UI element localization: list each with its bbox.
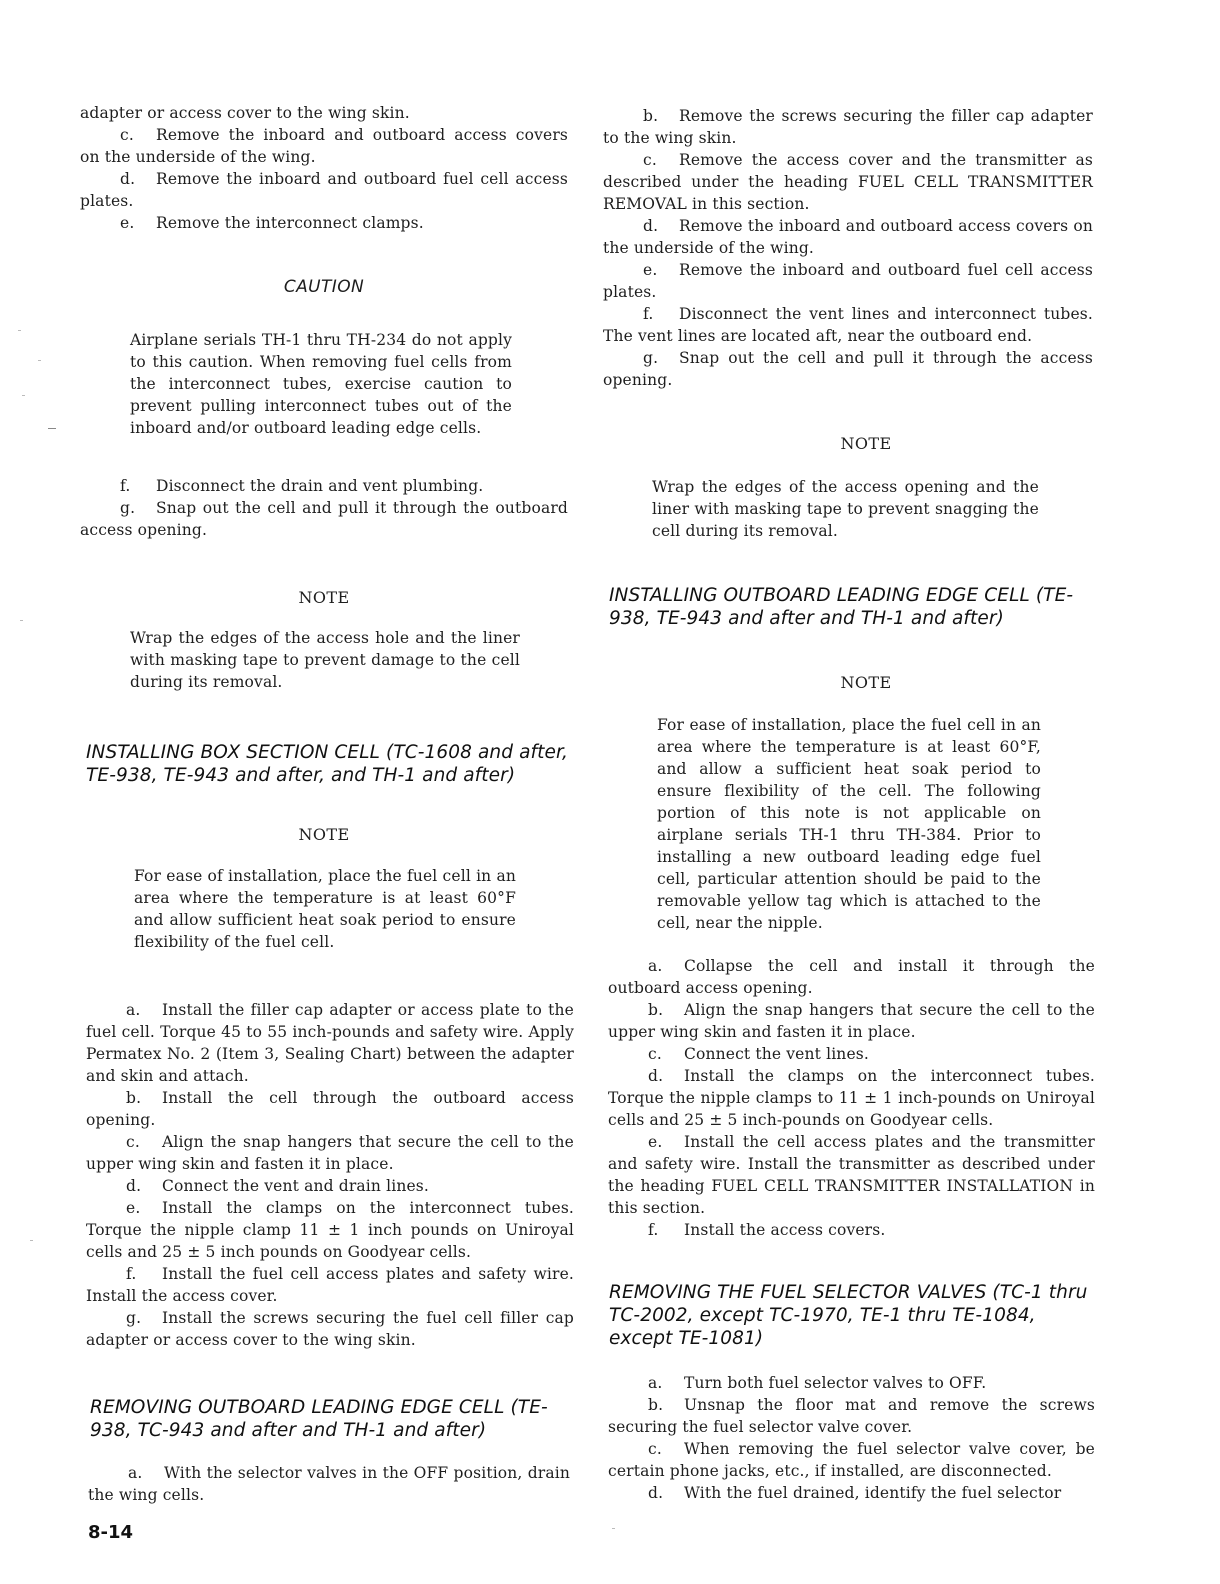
scan-speck — [22, 395, 25, 396]
step-text: Install the access covers. — [684, 1221, 886, 1239]
step-label: b. — [126, 1089, 142, 1107]
step-text: Disconnect the vent lines and interconnect tubes. The vent lines are located aft, near the outboard end. — [603, 305, 1093, 345]
step-item — [86, 1087, 574, 1131]
step-item — [603, 347, 1093, 391]
step-text: Install the cell access plates and the transmitter and safety wire. Install the transmitter as described under the heading FUEL CELL TRANSMITTER INSTALLATION in this section. — [608, 1133, 1095, 1217]
step-item — [608, 1219, 1095, 1241]
step-text: Remove the inboard and outboard access covers on the underside of the wing. — [80, 126, 568, 166]
step-label: c. — [120, 126, 134, 144]
step-text: Snap out the cell and pull it through the outboard access opening. — [80, 499, 568, 539]
step-label: g. — [126, 1309, 142, 1327]
note-block-3 — [603, 434, 1093, 542]
step-label: a. — [648, 1374, 663, 1392]
step-label: e. — [120, 214, 135, 232]
step-item — [80, 475, 568, 497]
step-label: f. — [643, 305, 654, 323]
note-text: For ease of installation, place the fuel cell in an area where the temperature is at least 60°F and allow sufficient heat soak period to ensure flexibility of the fuel cell. — [134, 867, 516, 951]
step-text: Connect the vent lines. — [684, 1045, 869, 1063]
step-text: Remove the inboard and outboard access covers on the underside of the wing. — [603, 217, 1093, 257]
step-label: e. — [643, 261, 658, 279]
step-label: g. — [643, 349, 659, 367]
step-text: Install the clamps on the interconnect tubes. Torque the nipple clamps to 11 ± 1 inch-pounds on Uniroyal cells and 25 ± 5 inch-pounds on Goodyear cells. — [608, 1067, 1095, 1129]
note-text: Wrap the edges of the access hole and the liner with masking tape to prevent damage to the cell during its removal. — [130, 629, 520, 691]
step-label: d. — [120, 170, 136, 188]
step-item — [86, 1131, 574, 1175]
right-steps-3 — [608, 1372, 1095, 1504]
note-title: NOTE — [840, 434, 892, 453]
note-title: NOTE — [298, 825, 350, 844]
step-text: Align the snap hangers that secure the cell to the upper wing skin and fasten it in place. — [608, 1001, 1095, 1041]
step-item — [608, 1394, 1095, 1438]
left-steps-3 — [86, 999, 574, 1351]
step-item — [603, 215, 1093, 259]
section-heading-installing-box-section-cell — [86, 741, 588, 787]
step-label: b. — [648, 1396, 664, 1414]
step-text: Snap out the cell and pull it through the access opening. — [603, 349, 1093, 389]
left-steps-1 — [80, 124, 568, 234]
step-item — [608, 1438, 1095, 1482]
step-item — [603, 149, 1093, 215]
step-item — [80, 497, 568, 541]
page-number: 8-14 — [88, 1522, 134, 1543]
step-text: Unsnap the floor mat and remove the screws securing the fuel selector valve cover. — [608, 1396, 1095, 1436]
step-label: b. — [648, 1001, 664, 1019]
step-item — [608, 1065, 1095, 1131]
step-label: c. — [126, 1133, 140, 1151]
step-item — [80, 124, 568, 168]
step-label: d. — [643, 217, 659, 235]
scan-speck — [48, 428, 56, 429]
step-text: Remove the access cover and the transmitter as described under the heading FUEL CELL TRANSMITTER REMOVAL in this section. — [603, 151, 1093, 213]
step-text: Remove the inboard and outboard fuel cell access plates. — [603, 261, 1093, 301]
step-text: Install the clamps on the interconnect tubes. Torque the nipple clamp 11 ± 1 inch pounds on Uniroyal cells and 25 ± 5 inch pounds on Goodyear cells. — [86, 1199, 574, 1261]
step-label: e. — [126, 1199, 141, 1217]
step-text: Remove the interconnect clamps. — [156, 214, 424, 232]
step-text: Connect the vent and drain lines. — [162, 1177, 429, 1195]
step-item — [86, 999, 574, 1087]
step-text: Remove the screws securing the filler cap adapter to the wing skin. — [603, 107, 1093, 147]
note-text: Wrap the edges of the access opening and the liner with masking tape to prevent snagging the cell during its removal. — [652, 478, 1039, 540]
scan-speck — [38, 360, 41, 361]
step-item — [608, 1043, 1095, 1065]
step-label: f. — [126, 1265, 137, 1283]
step-text: Install the screws securing the fuel cell filler cap adapter or access cover to the wing skin. — [86, 1309, 574, 1349]
scan-speck — [30, 1240, 33, 1241]
step-text: Collapse the cell and install it through the outboard access opening. — [608, 957, 1095, 997]
note-title: NOTE — [840, 673, 892, 692]
step-item — [608, 1131, 1095, 1219]
section-heading-removing-outboard-cell — [90, 1396, 574, 1442]
left-intro-text: adapter or access cover to the wing skin. — [80, 104, 410, 122]
step-item — [80, 212, 568, 234]
step-label: a. — [648, 957, 663, 975]
step-label: c. — [648, 1045, 662, 1063]
step-item — [603, 303, 1093, 347]
step-item — [88, 1462, 570, 1506]
step-label: f. — [648, 1221, 659, 1239]
note-title: NOTE — [298, 588, 350, 607]
step-label: d. — [126, 1177, 142, 1195]
section-heading-removing-fuel-selector-valves — [609, 1281, 1099, 1350]
section-heading-installing-outboard-cell — [609, 584, 1099, 630]
step-text: When removing the fuel selector valve cover, be certain phone jacks, etc., if installed, are disconnected. — [608, 1440, 1095, 1480]
step-text: Align the snap hangers that secure the cell to the upper wing skin and fasten it in place. — [86, 1133, 574, 1173]
caution-text: Airplane serials TH-1 thru TH-234 do not apply to this caution. When removing fuel cells from the interconnect tubes, exercise caution to prevent pulling interconnect tubes out of the inboard and/or outboard leading edge cells. — [130, 331, 512, 437]
step-label: b. — [643, 107, 659, 125]
step-text: Remove the inboard and outboard fuel cell access plates. — [80, 170, 568, 210]
caution-block — [80, 277, 568, 439]
step-item — [80, 168, 568, 212]
heading-text: INSTALLING OUTBOARD LEADING EDGE CELL (TE-938, TE-943 and after and TH-1 and after) — [609, 585, 1074, 629]
step-label: c. — [648, 1440, 662, 1458]
right-steps-1 — [603, 105, 1093, 391]
step-text: Install the fuel cell access plates and safety wire. Install the access cover. — [86, 1265, 574, 1305]
step-text: Install the cell through the outboard access opening. — [86, 1089, 574, 1129]
note-block-4 — [603, 673, 1093, 934]
step-label: d. — [648, 1067, 664, 1085]
left-steps-4 — [88, 1462, 570, 1506]
step-label: e. — [648, 1133, 663, 1151]
heading-text: INSTALLING BOX SECTION CELL (TC-1608 and after, TE-938, TE-943 and after, and TH-1 and after) — [86, 742, 568, 786]
step-text: With the fuel drained, identify the fuel selector — [684, 1484, 1062, 1502]
step-item — [608, 1482, 1095, 1504]
step-label: c. — [643, 151, 657, 169]
scan-speck — [18, 330, 21, 331]
scan-speck — [612, 1528, 615, 1529]
note-text: For ease of installation, place the fuel cell in an area where the temperature is at least 60°F, and allow a sufficient heat soak period to ensure flexibility of the cell. The following portion of this note is not applicable on airplane serials TH-1 thru TH-384. Prior to installing a new outboard leading edge fuel cell, particular attention should be paid to the removable yellow tag which is attached to the cell, near the nipple. — [657, 716, 1041, 932]
step-item — [603, 259, 1093, 303]
step-text: With the selector valves in the OFF position, drain the wing cells. — [88, 1464, 570, 1504]
note-block-2 — [80, 825, 568, 953]
step-item — [608, 1372, 1095, 1394]
heading-text: REMOVING OUTBOARD LEADING EDGE CELL (TE-938, TC-943 and after and TH-1 and after) — [90, 1397, 548, 1441]
step-item — [86, 1197, 574, 1263]
step-item — [86, 1307, 574, 1351]
step-text: Turn both fuel selector valves to OFF. — [684, 1374, 987, 1392]
step-item — [86, 1263, 574, 1307]
step-label: f. — [120, 477, 131, 495]
left-steps-2 — [80, 475, 568, 541]
step-text: Disconnect the drain and vent plumbing. — [156, 477, 484, 495]
scan-speck — [20, 620, 23, 621]
left-intro-block — [80, 102, 568, 124]
step-item — [86, 1175, 574, 1197]
step-item — [608, 955, 1095, 999]
heading-text: REMOVING THE FUEL SELECTOR VALVES (TC-1 thru TC-2002, except TC-1970, TE-1 thru TE-1084, except TE-1081) — [609, 1282, 1088, 1349]
step-item — [608, 999, 1095, 1043]
caution-title: CAUTION — [283, 277, 365, 297]
step-text: Install the filler cap adapter or access plate to the fuel cell. Torque 45 to 55 inch-pounds and safety wire. Apply Permatex No. 2 (Item 3, Sealing Chart) between the adapter and skin and attach. — [86, 1001, 574, 1085]
right-steps-2 — [608, 955, 1095, 1241]
step-label: a. — [128, 1464, 143, 1482]
note-block-1 — [80, 588, 568, 693]
step-label: d. — [648, 1484, 664, 1502]
step-item — [603, 105, 1093, 149]
step-label: a. — [126, 1001, 141, 1019]
step-label: g. — [120, 499, 136, 517]
